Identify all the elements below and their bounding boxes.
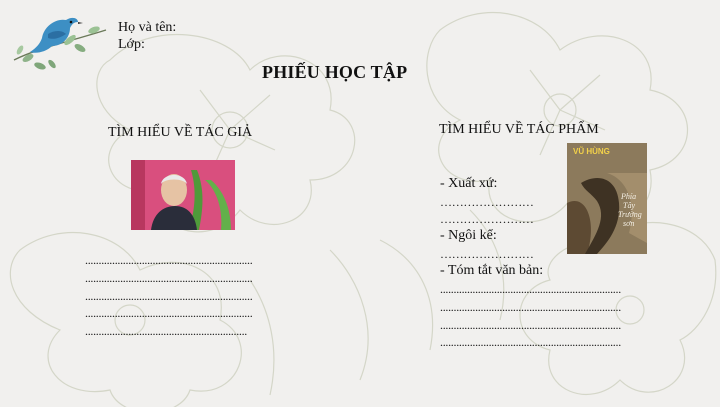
book-title-line: Tây [623, 201, 635, 210]
summary-label: - Tóm tắt văn bản: [440, 263, 544, 278]
author-answer-line[interactable]: ............................................................ [85, 324, 248, 338]
author-section-heading: TÌM HIỂU VỀ TÁC GIẢ [108, 125, 253, 140]
book-title-line: sơn [623, 219, 635, 228]
summary-answer-line[interactable]: ................................................................... [440, 282, 621, 296]
name-label: Họ và tên: [118, 20, 177, 35]
summary-answer-line[interactable]: ................................................................... [440, 300, 621, 314]
author-answer-line[interactable]: .............................................................. [85, 253, 253, 267]
bird-branch-illustration [8, 8, 112, 74]
narrator-label: - Ngôi kể: [440, 228, 497, 243]
origin-answer-line[interactable]: …………………… [440, 195, 534, 209]
origin-label: - Xuất xứ: [440, 176, 498, 191]
work-section-heading: TÌM HIỂU VỀ TÁC PHẨM [439, 122, 599, 137]
summary-answer-line[interactable]: ................................................................... [440, 318, 621, 332]
book-title-line: Trường [618, 210, 642, 219]
author-answer-line[interactable]: .............................................................. [85, 289, 253, 303]
author-answer-line[interactable]: .............................................................. [85, 271, 253, 285]
book-author: VŨ HÙNG [573, 147, 610, 156]
narrator-answer-line[interactable]: …………………… [440, 247, 534, 261]
origin-answer-line[interactable]: …………………… [440, 212, 534, 226]
author-answer-line[interactable]: .............................................................. [85, 306, 253, 320]
page-title: PHIẾU HỌC TẬP [262, 62, 408, 82]
class-label: Lớp: [118, 37, 145, 52]
author-photo [131, 160, 235, 230]
book-title-line: Phía [621, 192, 637, 201]
book-cover [567, 143, 647, 254]
summary-answer-line[interactable]: ................................................................... [440, 335, 621, 349]
